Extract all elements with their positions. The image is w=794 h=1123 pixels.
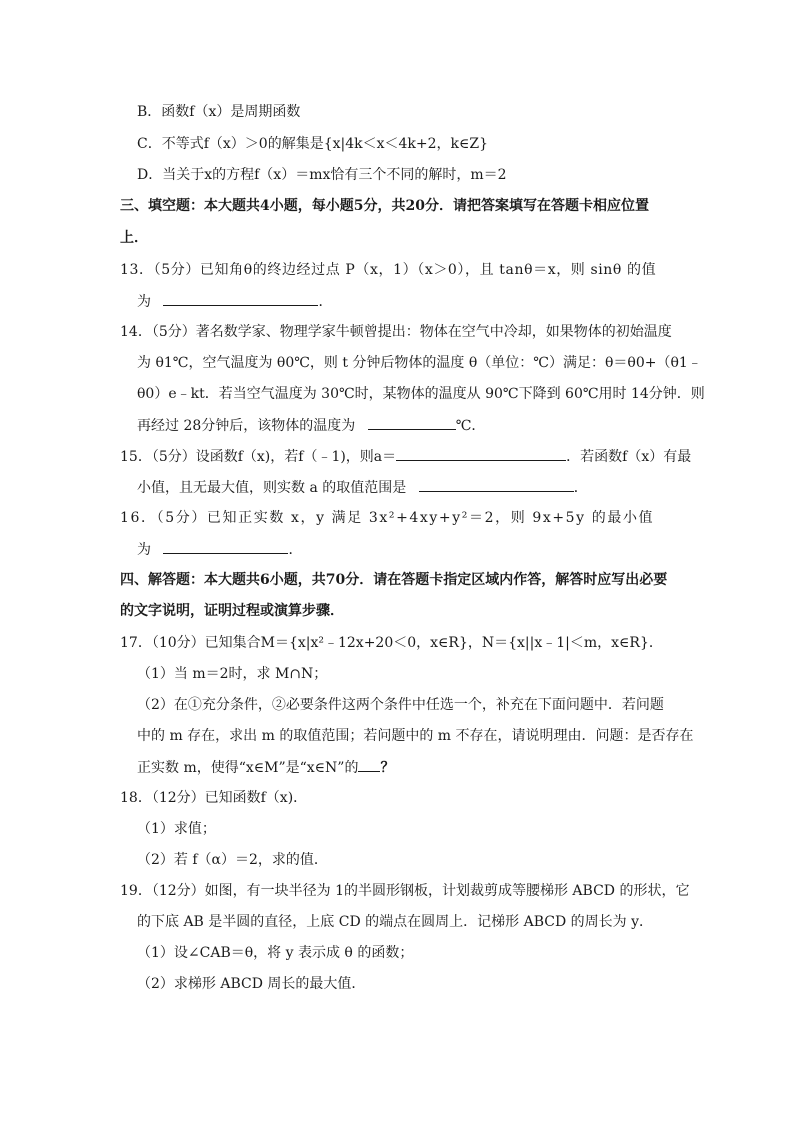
q14-line1: 14．（5分）著名数学家、物理学家牛顿曾提出：物体在空气中冷却，如果物体的初始温度 <box>120 324 672 340</box>
q16-prefix: 为 <box>137 542 151 558</box>
q15-part-b: ．若函数f（x）有最 <box>566 449 692 465</box>
section-3-title-cont: 上． <box>120 230 148 246</box>
q19-line1: 19．（12分）如图，有一块半径为 1的半圆形钢板，计划裁剪成等腰梯形 ABCD 的形状，它 <box>120 883 690 899</box>
q14-line2: 为 θ1℃，空气温度为 θ0℃，则 t 分钟后物体的温度 θ（单位：℃）满足：θ＝θ0+（θ1﹣ <box>137 355 702 371</box>
q15-line1 <box>120 446 691 467</box>
q14-line3: θ0）e﹣kt．若当空气温度为 30℃时，某物体的温度从 90℃下降到 60℃用时 14分钟．则 <box>137 386 705 402</box>
q16-answer-blank[interactable] <box>163 539 288 554</box>
q14-suffix: ℃． <box>455 418 486 434</box>
q15-suffix: ． <box>573 480 588 496</box>
q15-answer-blank-1[interactable] <box>396 446 566 461</box>
q17-part2-line3 <box>137 757 394 778</box>
q13-line2 <box>137 291 332 312</box>
q13-prefix: 为 <box>137 294 151 310</box>
q15-part-a: 15．（5分）设函数f（x)，若f（﹣1)，则a＝ <box>120 449 397 465</box>
q16-line2 <box>137 539 302 560</box>
q16-suffix: ． <box>288 542 303 558</box>
option-c: C．不等式f（x）＞0的解集是{x|4k＜x＜4k+2，k∈Z} <box>137 136 489 152</box>
q17-part1: （1）当 m＝2时，求 M∩N； <box>137 666 328 682</box>
q19-part1: （1）设∠CAB＝θ，将 y 表示成 θ 的函数； <box>137 945 414 961</box>
q19-line2: 的下底 AB 是半圆的直径，上底 CD 的端点在圆周上．记梯形 ABCD 的周长为 y． <box>137 914 653 930</box>
q14-prefix: 再经过 28分钟后，该物体的温度为 <box>137 418 356 434</box>
option-b: B．函数f（x）是周期函数 <box>137 104 301 120</box>
option-d: D．当关于x的方程f（x）＝mx恰有三个不同的解时，m＝2 <box>137 167 507 183</box>
q17-prefix: 正实数 m，使得“x∈M”是“x∈N”的 <box>137 760 359 776</box>
q13-suffix: ． <box>318 294 333 310</box>
q14-line4 <box>137 415 485 436</box>
q15-prefix: 小值，且无最大值，则实数 a 的取值范围是 <box>137 480 407 496</box>
section-4-title: 四、解答题：本大题共6小题，共70分．请在答题卡指定区域内作答，解答时应写出必要 <box>120 572 668 588</box>
q18-line1: 18．（12分）已知函数f（x)． <box>120 790 308 806</box>
q17-answer-blank[interactable] <box>358 757 380 772</box>
q17-suffix: ？ <box>380 760 395 776</box>
q19-part2: （2）求梯形 ABCD 周长的最大值． <box>137 976 366 992</box>
q18-part1: （1）求值； <box>137 821 216 837</box>
q13-answer-blank[interactable] <box>163 291 318 306</box>
q18-part2: （2）若 f（α）＝2，求的值． <box>137 852 328 868</box>
q16-line1: 16．（5分）已知正实数 x，y 满足 3x²+4xy+y²＝2，则 9x+5y 的最小值 <box>120 510 655 526</box>
q13-line1: 13．（5分）已知角θ的终边经过点 P（x，1）（x＞0），且 tanθ＝x，则 sinθ 的值 <box>120 262 657 278</box>
section-4-title-cont: 的文字说明，证明过程或演算步骤． <box>120 603 344 619</box>
q17-part2-line1: （2）在①充分条件，②必要条件这两个条件中任选一个，补充在下面问题中．若问题 <box>137 697 664 713</box>
q14-answer-blank[interactable] <box>368 415 456 430</box>
q17-line1: 17．（10分）已知集合M＝{x|x²﹣12x+20＜0，x∈R}，N＝{x||x﹣1|＜m，x∈R}． <box>120 635 663 651</box>
q15-answer-blank-2[interactable] <box>419 477 574 492</box>
q15-line2 <box>137 477 588 498</box>
q17-part2-line2: 中的 m 存在，求出 m 的取值范围；若问题中的 m 不存在，请说明理由．问题：是否存在 <box>137 728 694 744</box>
section-3-title: 三、填空题：本大题共4小题，每小题5分，共20分．请把答案填写在答题卡相应位置 <box>120 198 649 214</box>
